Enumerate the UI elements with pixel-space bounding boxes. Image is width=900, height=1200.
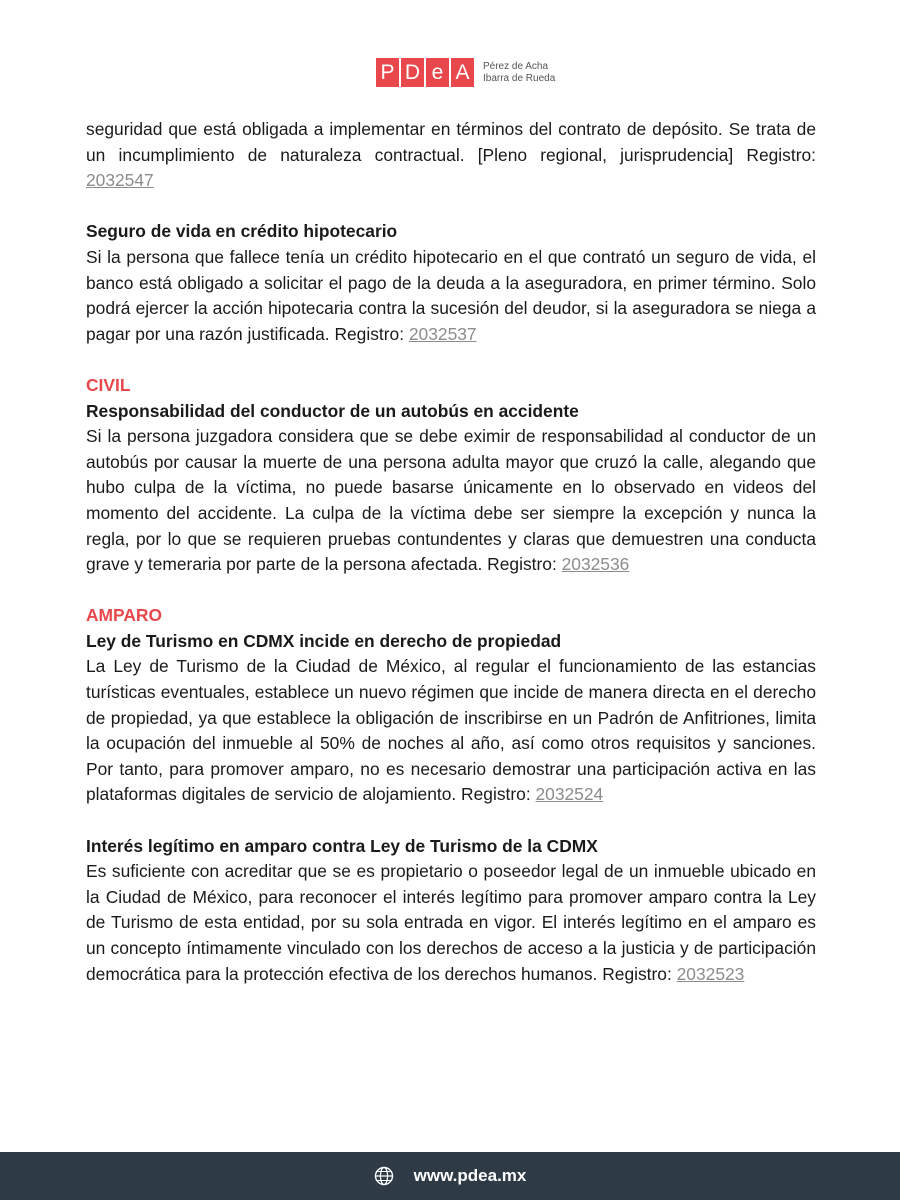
logo-line-2: Ibarra de Rueda [483,72,556,84]
paragraph-text: seguridad que está obligada a implementar en términos del contrato de depósito. Se trata de un incumplimiento de naturaleza contractual. [Pleno regional, jurisprudencia] Registro: [86,119,816,165]
logo-mark [376,58,476,87]
section-heading: Seguro de vida en crédito hipotecario [86,221,398,242]
section-text [86,245,816,347]
pdea-logo [376,58,555,87]
page-footer [0,1152,900,1200]
registro-link[interactable]: 2032537 [408,323,477,344]
category-label: AMPARO [86,605,162,626]
section-heading: Responsabilidad del conductor de un autobús en accidente [86,400,579,421]
logo-letter-p: P [376,58,399,87]
paragraph-text: Si la persona que fallece tenía un crédito hipotecario en el que contrató un seguro de vida, el banco está obligado a solicitar el pago de la deuda a la aseguradora, en primer término. Solo podrá ejercer la acción hipotecaria contra la sucesión del deudor, si la aseguradora se niega a pagar por una razón justificada. Registro: [86,246,816,344]
section-text [86,654,816,808]
document-body [86,117,816,1013]
paragraph-text: La Ley de Turismo de la Ciudad de México, al regular el funcionamiento de las estancias turísticas eventuales, establece un nuevo régimen que incide de manera directa en el derecho de propiedad, ya que establece la obligación de inscribirse en un Padrón de Anfitriones, limita la ocupación del inmueble al 50% de noches al año, así como otros requisitos y sanciones. Por tanto, para promover amparo, no es necesario demostrar una participación activa en las plataformas digitales de servicio de alojamiento. Registro: [86,656,816,805]
paragraph-text: Es suficiente con acreditar que se es propietario o poseedor legal de un inmueble ubicado en la Ciudad de México, para reconocer el interés legítimo para promover amparo contra la Ley de Turismo de esta entidad, por su sola entrada en vigor. El interés legítimo en el amparo es un concepto íntimamente vinculado con los derechos de acceso a la justicia y de participación democrática para la protección efectiva de los derechos humanos. Registro: [86,861,816,984]
section-text [86,117,816,194]
section-text [86,859,816,987]
registro-link[interactable]: 2032523 [676,963,745,984]
section-interes-legitimo [86,834,816,988]
logo-letter-a: A [451,58,474,87]
category-label: CIVIL [86,374,131,395]
registro-link[interactable]: 2032536 [561,554,630,575]
registro-link[interactable]: 2032524 [535,784,604,805]
globe-icon [374,1166,394,1186]
section-seguro-de-vida [86,219,816,347]
section-heading: Ley de Turismo en CDMX incide en derecho de propiedad [86,630,562,651]
logo-line-1: Pérez de Acha [483,60,549,72]
paragraph-text: Si la persona juzgadora considera que se debe eximir de responsabilidad al conductor de un autobús por causar la muerte de una persona adulta mayor que cruzó la calle, alegando que hubo culpa de la víctima, no puede basarse únicamente en lo observado en videos del momento del accidente. La culpa de la víctima debe ser siempre la excepción y nunca la regla, por lo que se requieren pruebas contundentes y claras que demuestren una conducta grave y temeraria por parte de la persona afectada. Registro: [86,426,816,575]
registro-link[interactable]: 2032547 [86,170,154,191]
logo-firm-name [483,61,555,85]
page-header [0,58,900,92]
section-continuation [86,117,816,194]
section-civil [86,373,816,578]
website-link[interactable]: www.pdea.mx [413,1166,527,1185]
logo-letter-e: e [426,58,449,87]
section-amparo-propiedad [86,603,816,808]
section-text [86,424,816,578]
logo-letter-d: D [401,58,424,87]
section-heading: Interés legítimo en amparo contra Ley de Turismo de la CDMX [86,835,598,856]
